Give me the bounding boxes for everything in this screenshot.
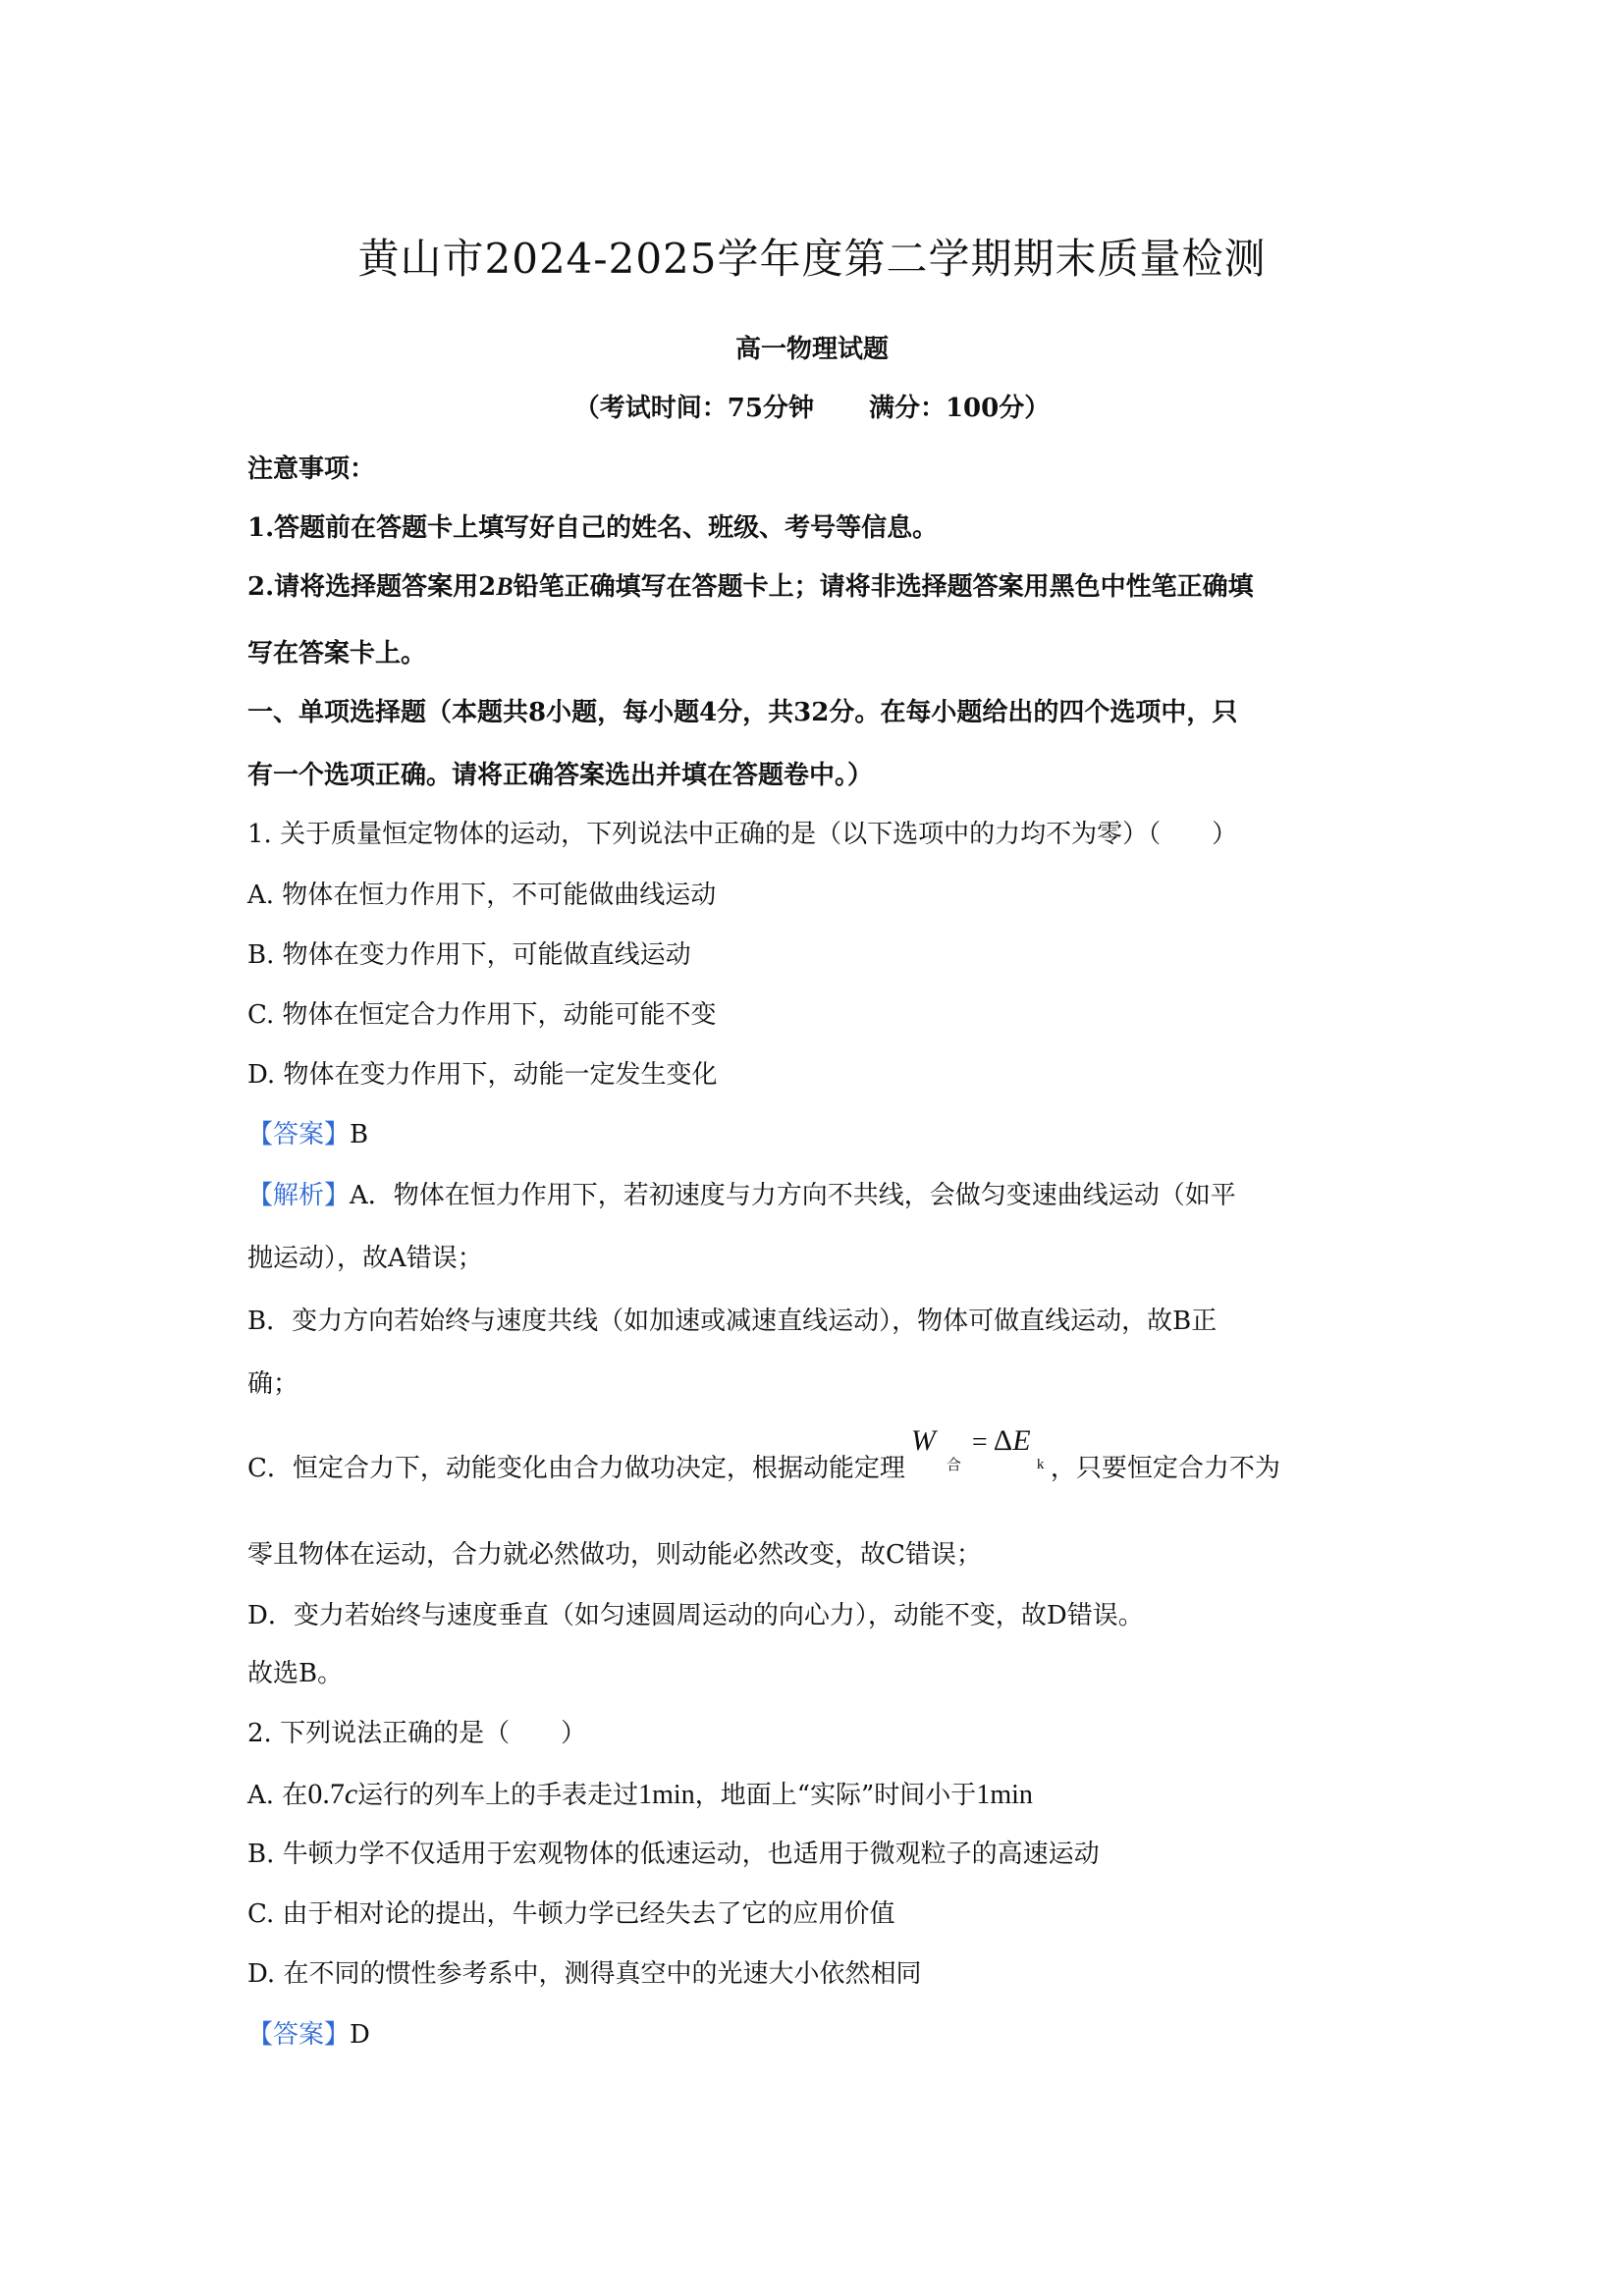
question-2-option-d: D. 在不同的惯性参考系中，测得真空中的光速大小依然相同 bbox=[247, 1959, 922, 1989]
notice-item-1: 1.答题前在答题卡上填写好自己的姓名、班级、考号等信息。 bbox=[247, 513, 939, 543]
question-2-stem: 2. 下列说法正确的是（ ） bbox=[247, 1719, 587, 1748]
question-1-stem: 1. 关于质量恒定物体的运动，下列说法中正确的是（以下选项中的力均不为零）（ ） bbox=[247, 820, 1238, 849]
exam-time: （考试时间：75分钟 bbox=[573, 394, 814, 423]
answer-tag: 【答案】 bbox=[247, 2020, 351, 2050]
question-2-answer bbox=[247, 2015, 1386, 2055]
question-1-analysis-b: B．变力方向若始终与速度共线（如加速或减速直线运动），物体可做直线运动，故B正 bbox=[247, 1307, 1218, 1336]
question-1-option-b: B. 物体在变力作用下，可能做直线运动 bbox=[247, 940, 691, 970]
question-1-conclusion: 故选B。 bbox=[247, 1659, 344, 1688]
question-1-analysis-b-cont: 确； bbox=[247, 1369, 299, 1399]
full-score: 满分：100分） bbox=[868, 394, 1051, 423]
analysis-tag: 【解析】 bbox=[247, 1181, 351, 1210]
work-energy-formula: W 合 = ΔE k bbox=[910, 1424, 1045, 1473]
exam-info bbox=[0, 389, 1624, 428]
question-1-analysis-c: C．恒定合力下，动能变化由合力做功决定，根据动能定理 W 合 = ΔE k ，只要恒定合力不为 bbox=[247, 1449, 1386, 1488]
question-1-analysis-a-cont: 抛运动），故A错误； bbox=[247, 1244, 483, 1273]
notice-item-2-cont: 写在答案卡上。 bbox=[247, 639, 427, 668]
question-1-analysis-a: 【解析】A．物体在恒力作用下，若初速度与力方向不共线，会做匀变速曲线运动（如平 bbox=[247, 1181, 1236, 1210]
page-title: 黄山市2024-2025学年度第二学期期末质量检测 bbox=[357, 235, 1267, 283]
question-2-option-c: C. 由于相对论的提出，牛顿力学已经失去了它的应用价值 bbox=[247, 1899, 895, 1929]
question-1-option-a: A. 物体在恒力作用下，不可能做曲线运动 bbox=[247, 881, 717, 910]
answer-value: B bbox=[350, 1120, 369, 1149]
section-heading: 一、单项选择题（本题共8小题，每小题4分，共32分。在每小题给出的四个选项中，只 bbox=[247, 698, 1238, 727]
question-2-option-b: B. 牛顿力学不仅适用于宏观物体的低速运动，也适用于微观粒子的高速运动 bbox=[247, 1840, 1100, 1869]
page-subtitle: 高一物理试题 bbox=[734, 335, 889, 364]
question-1-analysis-c-cont: 零且物体在运动，合力就必然做功，则动能必然改变，故C错误； bbox=[247, 1540, 982, 1570]
answer-tag: 【答案】 bbox=[247, 1120, 351, 1149]
question-1-analysis-d: D．变力若始终与速度垂直（如匀速圆周运动的向心力），动能不变，故D错误。 bbox=[247, 1601, 1144, 1630]
question-1-option-c: C. 物体在恒定合力作用下，动能可能不变 bbox=[247, 1000, 717, 1030]
question-1-answer bbox=[247, 1115, 1386, 1154]
question-2-option-a: A. 在0.7c运行的列车上的手表走过1min，地面上“实际”时间小于1min bbox=[247, 1778, 1033, 1810]
question-1-option-d: D. 物体在变力作用下，动能一定发生变化 bbox=[247, 1060, 718, 1090]
section-heading-cont: 有一个选项正确。请将正确答案选出并填在答题卷中。） bbox=[247, 761, 874, 790]
notice-item-2: 2.请将选择题答案用2B铅笔正确填写在答题卡上；请将非选择题答案用黑色中性笔正确填 bbox=[247, 572, 1254, 602]
answer-value: D bbox=[350, 2020, 370, 2050]
notice-heading: 注意事项： bbox=[247, 454, 376, 484]
